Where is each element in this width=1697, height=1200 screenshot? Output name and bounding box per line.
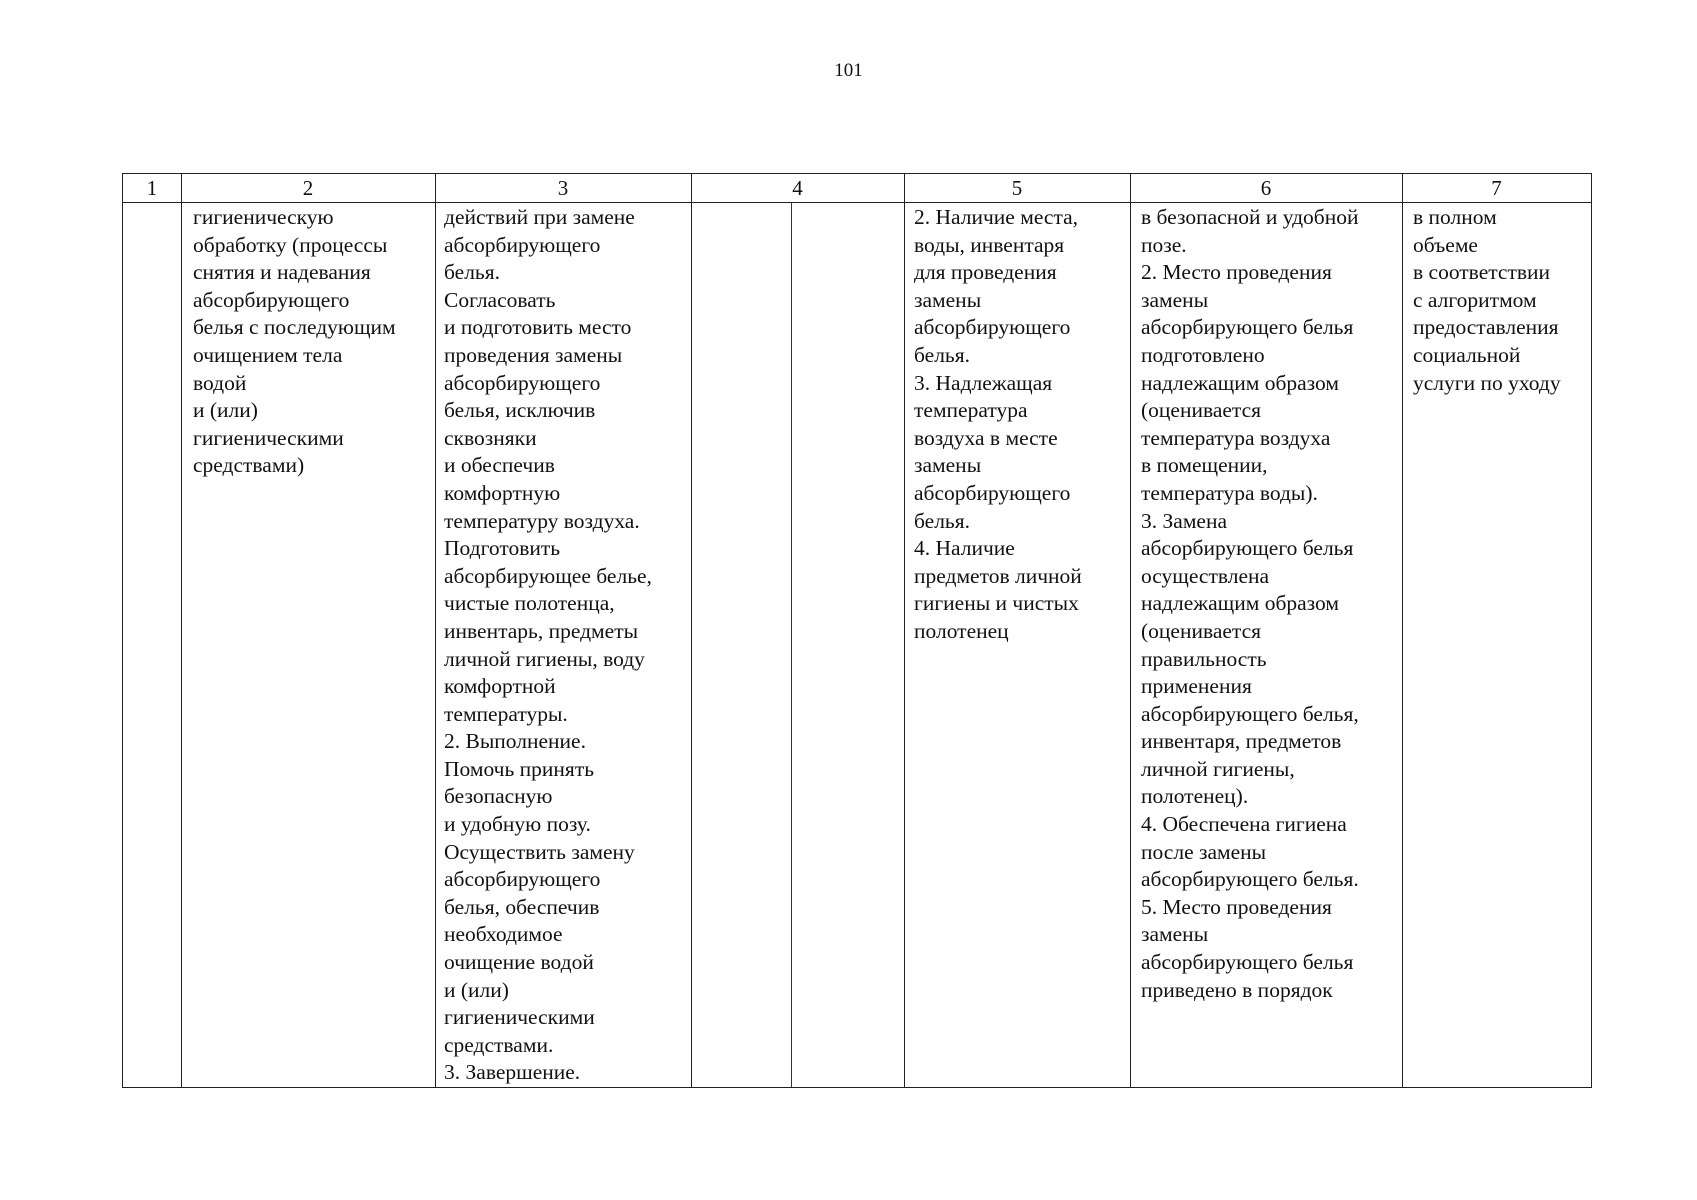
header-col-5: 5 [1011,176,1023,200]
column-4-inner-divider [791,202,792,1087]
header-row-divider [123,202,1591,203]
header-col-1: 1 [146,176,158,200]
cell-col-7: в полном объеме в соответствии с алгоритмом предоставления социальной услуги по уходу [1413,205,1561,395]
header-col-2: 2 [302,176,314,200]
cell-col-6: в безопасной и удобной позе. 2. Место проведения замены абсорбирующего белья подготовлено надлежащим образом (оценивается температура воздуха в помещении, температура воды). 3. Замена абсорбирующего белья осуществлена надлежащим образом (оценивается правильность применения абсорбирующего белья, инвентаря, предметов личной гигиены, полотенец). 4. Обеспечена гигиена после замены абсорбирующего белья. 5. Место проведения замены абсорбирующего белья приведено в порядок [1141,205,1359,1002]
page-number: 101 [834,60,863,81]
header-col-4: 4 [792,176,803,200]
column-divider [691,174,692,1087]
column-divider [904,174,905,1087]
standards-table [122,173,1592,1088]
column-divider [181,174,182,1087]
header-col-7: 7 [1491,176,1502,200]
column-divider [1130,174,1131,1087]
header-col-3: 3 [557,176,569,200]
cell-col-3: действий при замене абсорбирующего белья. Согласовать и подготовить место проведения замены абсорбирующего белья, исключив сквозняки и обеспечив комфортную температуру воздуха. Подготовить абсорбирующее белье, чистые полотенца, инвентарь, предметы личной гигиены, воду комфортной температуры. 2. Выполнение. Помочь принять безопасную и удобную позу. Осуществить замену абсорбирующего белья, обеспечив необходимое очищение водой и (или) гигиеническими средствами. 3. Завершение. [444,205,652,1085]
column-divider [435,174,436,1087]
cell-col-2: гигиеническую обработку (процессы снятия и надевания абсорбирующего белья с последующим очищением тела водой и (или) гигиеническими средствами) [193,205,396,478]
header-col-6: 6 [1260,176,1272,200]
column-divider [1402,174,1403,1087]
cell-col-5: 2. Наличие места, воды, инвентаря для проведения замены абсорбирующего белья. 3. Надлежащая температура воздуха в месте замены абсорбирующего белья. 4. Наличие предметов личной гигиены и чистых полотенец [914,205,1082,643]
